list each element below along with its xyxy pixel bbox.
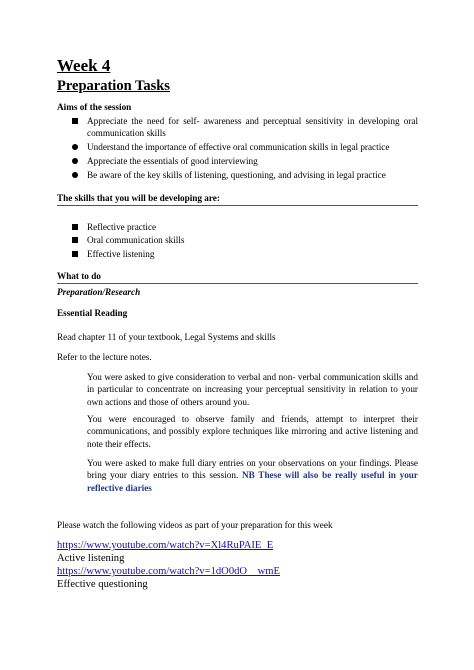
video-link-effective-questioning[interactable]: https://www.youtube.com/watch?v=1dO0dO__wmE (57, 566, 281, 577)
square-bullet-icon (72, 118, 78, 124)
paragraph: You were asked to give consideration to verbal and non- verbal communication skills and in particular to concentrate on increasing your perceptual sensitivity in relation to your own actions and those of others around you. (87, 372, 418, 407)
preparation-research-label: Preparation/Research (57, 287, 141, 297)
week-title: Week 4 (57, 56, 111, 75)
videos-intro: Please watch the following videos as part of your preparation for this week (57, 520, 333, 530)
skills-item: Oral communication skills (72, 234, 372, 246)
square-bullet-icon (72, 224, 78, 230)
circle-bullet-icon (72, 144, 78, 150)
circle-bullet-icon (72, 158, 78, 164)
video-link-active-listening[interactable]: https://www.youtube.com/watch?v=Xl4RuPAIE_E (57, 540, 274, 551)
video-label: Active listening (57, 553, 125, 564)
nb-note: NB These will also be really useful in your reflective diaries (87, 470, 418, 493)
skills-heading: The skills that you will be developing are: (57, 193, 220, 203)
divider (57, 283, 418, 284)
aims-item: Be aware of the key skills of listening, questioning, and advising in legal practice (72, 169, 418, 181)
skills-item: Effective listening (72, 248, 372, 260)
aims-list (72, 115, 418, 183)
reading-instruction: Read chapter 11 of your textbook, Legal Systems and skills (57, 332, 276, 342)
aims-item: Appreciate the need for self- awareness and perceptual sensitivity in developing oral communication skills (72, 115, 418, 140)
what-to-do-heading: What to do (57, 271, 101, 281)
lecture-notes-instruction: Refer to the lecture notes. (57, 352, 152, 362)
skills-item: Reflective practice (72, 221, 372, 233)
aims-item: Understand the importance of effective oral communication skills in legal practice (72, 141, 418, 153)
essential-reading-heading: Essential Reading (57, 308, 128, 318)
square-bullet-icon (72, 237, 78, 243)
aims-item: Appreciate the essentials of good interviewing (72, 155, 418, 167)
square-bullet-icon (72, 251, 78, 257)
divider (57, 205, 418, 206)
skills-list (72, 221, 372, 261)
circle-bullet-icon (72, 172, 78, 178)
aims-heading: Aims of the session (57, 102, 132, 112)
preparation-tasks-title: Preparation Tasks (57, 78, 170, 94)
paragraph: You were asked to make full diary entries on your observations on your findings. Please bring your diary entries to this session. NB These will also be really useful in your reflective diaries (87, 458, 418, 493)
paragraph: You were encouraged to observe family and friends, attempt to interpret their communications, and possibly explore techniques like mirroring and active listening and note their effects. (87, 414, 418, 449)
video-label: Effective questioning (57, 579, 148, 590)
